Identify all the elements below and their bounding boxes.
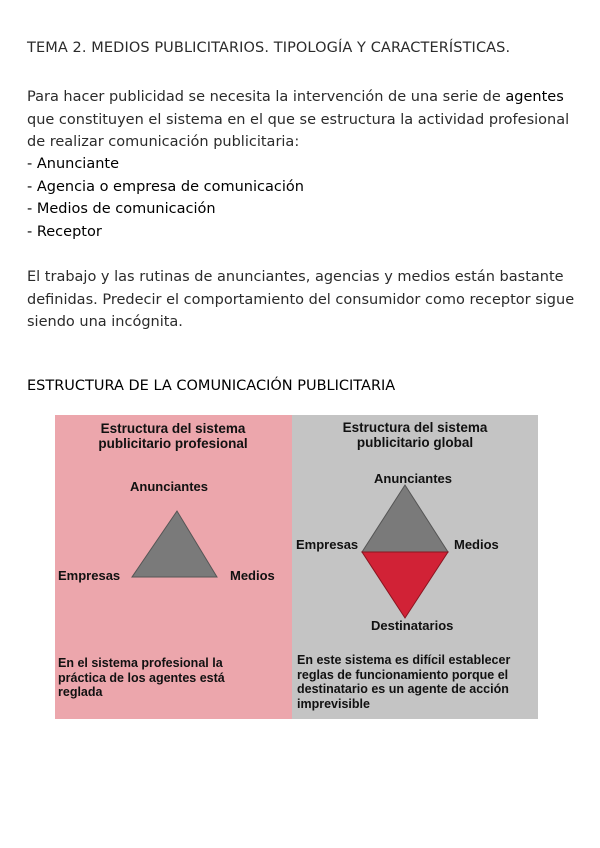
intro-paragraph — [27, 86, 587, 154]
professional-triangle — [132, 511, 217, 577]
global-top-triangle — [362, 485, 448, 552]
global-panel-heading: Estructura del sistema publicitario global — [342, 420, 488, 450]
professional-panel-note: En el sistema profesional la práctica de los agentes está reglada — [58, 656, 225, 699]
global-label-medios: Medios — [454, 537, 499, 552]
list-item: - Anunciante — [27, 156, 120, 172]
second-paragraph: El trabajo y las rutinas de anunciantes, agencias y medios están bastante definidas. Predecir el comportamiento del consumidor como receptor sigue siendo una incógnita. — [27, 269, 575, 330]
section-title: ESTRUCTURA DE LA COMUNICACIÓN PUBLICITARIA — [27, 378, 396, 394]
global-label-anunciantes: Anunciantes — [374, 471, 453, 486]
global-label-empresas: Empresas — [296, 537, 359, 552]
professional-label-medios: Medios — [230, 568, 275, 583]
triangles-diagram — [55, 415, 538, 719]
professional-label-empresas: Empresas — [58, 568, 121, 583]
structure-figure — [55, 415, 538, 719]
global-panel-note: En este sistema es difícil establecer reglas de funcionamiento porque el destinatario es un agente de acción imprevisible — [297, 653, 511, 711]
agents-list — [27, 153, 304, 243]
intro-text-start: Para hacer publicidad se necesita la intervención de una serie de — [27, 89, 506, 105]
intro-keyword: agentes — [505, 89, 564, 105]
list-item: - Receptor — [27, 223, 102, 240]
professional-label-anunciantes: Anunciantes — [130, 479, 209, 494]
list-item: - Medios de comunicación — [27, 201, 216, 217]
page-title: TEMA 2. MEDIOS PUBLICITARIOS. TIPOLOGÍA Y CARACTERÍSTICAS. — [27, 40, 511, 56]
professional-panel-heading: Estructura del sistema publicitario profesional — [98, 421, 248, 451]
global-bottom-triangle — [362, 552, 448, 618]
global-label-destinatarios: Destinatarios — [371, 618, 454, 633]
intro-text-end: que constituyen el sistema en el que se estructura la actividad profesional de realizar comunicación publicitaria: — [27, 111, 570, 150]
list-item: - Agencia o empresa de comunicación — [27, 178, 304, 195]
